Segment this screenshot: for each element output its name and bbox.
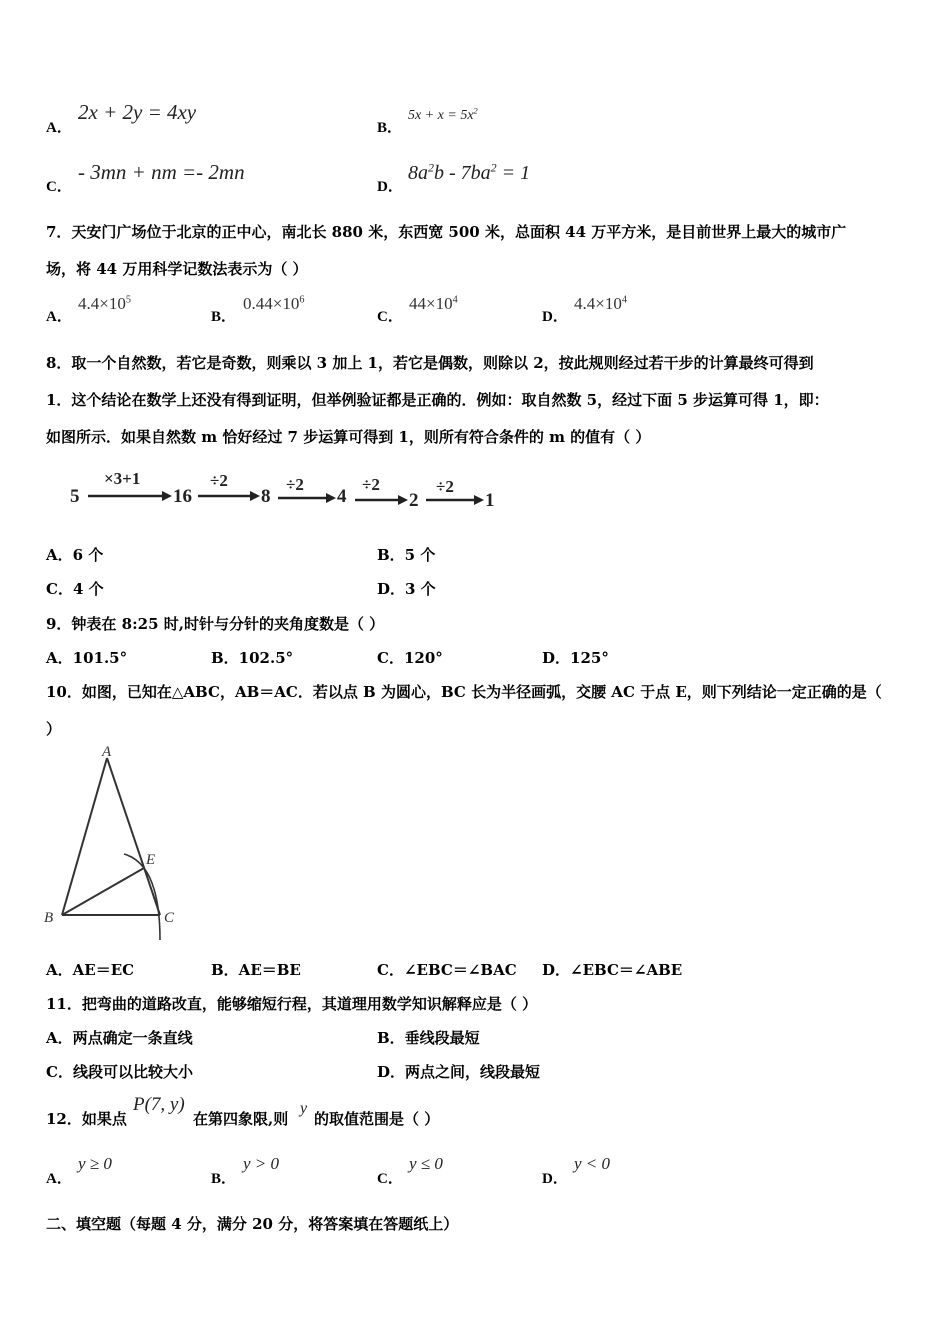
q6-option-a-label: A． — [46, 120, 72, 136]
q11-option-d: D．两点之间，线段最短 — [377, 1063, 541, 1081]
q12-stem-mid: 在第四象限,则 — [193, 1110, 289, 1128]
flow-op-5: ÷2 — [436, 477, 454, 496]
q8-option-a: A．6 个 — [46, 546, 104, 564]
label-E: E — [146, 852, 156, 868]
q12-option-c-math: y ≤ 0 — [409, 1154, 443, 1173]
flow-num-1: 5 — [70, 486, 80, 507]
q12-stem-post: 的取值范围是（ ） — [314, 1110, 440, 1128]
q7-option-d-label: D． — [542, 309, 568, 325]
q12-option-b-math: y > 0 — [243, 1154, 280, 1173]
q8-option-c: C．4 个 — [46, 580, 104, 598]
q7-option-c-math: $44\times 10^4$ — [409, 294, 458, 313]
q9-option-d: D．125° — [542, 649, 609, 667]
q8-stem-line3: 如图所示．如果自然数 m 恰好经过 7 步运算可得到 1，则所有符合条件的 m 的值有（ ） — [46, 428, 651, 446]
q10-triangle-figure — [40, 742, 190, 942]
q12-option-d-math: y < 0 — [574, 1154, 611, 1173]
q6-option-c-label: C． — [46, 179, 72, 195]
q7-option-a-math: $4.4\times 10^5$ — [78, 294, 131, 313]
segment-AB — [62, 758, 107, 915]
q11-option-a: A．两点确定一条直线 — [46, 1029, 193, 1047]
q8-flow-diagram — [60, 462, 510, 522]
q6-option-d-math: $8a^2b - 7ba^2 = 1$ — [408, 160, 531, 184]
flow-arrowhead-1 — [162, 491, 172, 501]
q7-option-b-math: $0.44\times 10^6$ — [243, 294, 305, 313]
label-A: A — [102, 744, 112, 760]
flow-num-5: 2 — [409, 490, 419, 511]
flow-num-6: 1 — [485, 490, 495, 511]
q8-stem-line1: 8．取一个自然数，若它是奇数，则乘以 3 加上 1，若它是偶数，则除以 2，按此规则经过若干步的计算最终可得到 — [46, 354, 814, 372]
q8-stem-line2: 1．这个结论在数学上还没有得到证明，但举例验证都是正确的．例如：取自然数 5，经过下面 5 步运算可得 1，即： — [46, 391, 829, 409]
q8-option-d: D．3 个 — [377, 580, 436, 598]
flow-num-2: 16 — [173, 486, 192, 507]
q9-option-a: A．101.5° — [46, 649, 128, 667]
q6-option-a-math: 2x + 2y = 4xy — [78, 100, 197, 124]
flow-op-1: ×3+1 — [104, 469, 141, 488]
flow-op-4: ÷2 — [362, 475, 380, 494]
flow-op-2: ÷2 — [210, 471, 228, 490]
flow-arrowhead-5 — [474, 495, 484, 505]
flow-arrowhead-3 — [326, 493, 336, 503]
flow-num-3: 8 — [261, 486, 271, 507]
q6-option-c-math: - 3mn + nm =- 2mn — [78, 160, 245, 184]
label-B: B — [44, 910, 54, 926]
q6-option-b-label: B． — [377, 120, 403, 136]
q7-stem-line1: 7．天安门广场位于北京的正中心，南北长 880 米，东西宽 500 米，总面积 44 万平方米，是目前世界上最大的城市广 — [46, 223, 847, 241]
q12-stem-pre: 12．如果点 — [46, 1110, 127, 1128]
q12-point: P(7, y) — [133, 1094, 185, 1115]
q10-option-b: B．AE＝BE — [211, 961, 301, 979]
q7-option-b-label: B． — [211, 309, 237, 325]
q8-option-b: B．5 个 — [377, 546, 436, 564]
q10-option-c: C．∠EBC＝∠BAC — [377, 961, 517, 979]
q12-option-a-label: A． — [46, 1171, 72, 1187]
q11-stem: 11．把弯曲的道路改直，能够缩短行程，其道理用数学知识解释应是（ ） — [46, 995, 538, 1013]
q10-option-a: A．AE＝EC — [46, 961, 135, 979]
q6-option-b-math: $5x + x = 5x^2$ — [408, 106, 478, 123]
q12-var: y — [300, 1100, 308, 1117]
q11-option-c: C．线段可以比较大小 — [46, 1063, 193, 1081]
q12-option-b-label: B． — [211, 1171, 237, 1187]
q12-option-a-math: y ≥ 0 — [78, 1154, 112, 1173]
q10-stem-line1: 10．如图，已知在△ABC，AB＝AC．若以点 B 为圆心，BC 长为半径画弧，交腰 AC 于点 E，则下列结论一定正确的是（ — [46, 683, 882, 701]
q7-option-c-label: C． — [377, 309, 403, 325]
q10-stem-line2: ） — [46, 720, 62, 738]
segment-AC — [107, 758, 160, 915]
flow-op-3: ÷2 — [286, 475, 304, 494]
flow-num-4: 4 — [337, 486, 347, 507]
q9-stem: 9．钟表在 8:25 时,时针与分针的夹角度数是（ ） — [46, 615, 385, 633]
q7-option-a-label: A． — [46, 309, 72, 325]
q7-stem-line2: 场，将 44 万用科学记数法表示为（ ） — [46, 260, 308, 278]
section-2-heading: 二、填空题（每题 4 分，满分 20 分，将答案填在答题纸上） — [46, 1215, 459, 1233]
q9-option-b: B．102.5° — [211, 649, 294, 667]
flow-arrowhead-2 — [250, 491, 260, 501]
q12-option-c-label: C． — [377, 1171, 403, 1187]
q10-option-d: D．∠EBC＝∠ABE — [542, 961, 683, 979]
q12-option-d-label: D． — [542, 1171, 568, 1187]
flow-arrowhead-4 — [398, 495, 408, 505]
q9-option-c: C．120° — [377, 649, 443, 667]
label-C: C — [164, 910, 175, 926]
q11-option-b: B．垂线段最短 — [377, 1029, 480, 1047]
q7-option-d-math: $4.4\times 10^4$ — [574, 294, 627, 313]
q6-option-d-label: D． — [377, 179, 403, 195]
